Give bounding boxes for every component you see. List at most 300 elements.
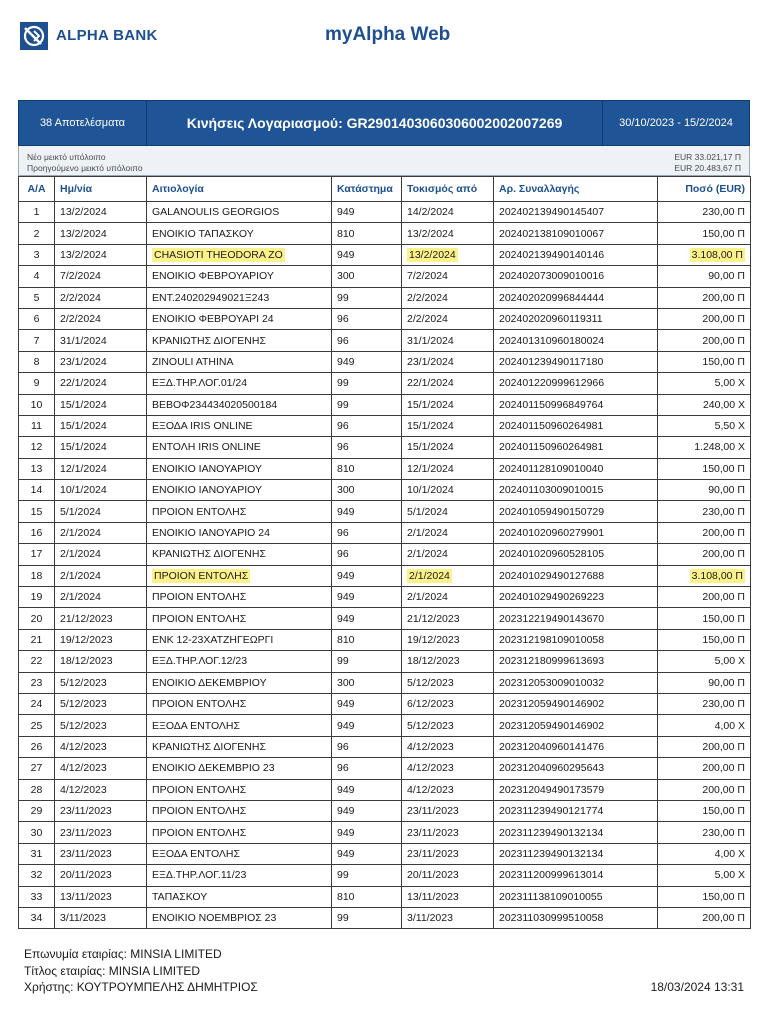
account-movements-report xyxy=(18,100,750,929)
row-amount: 200,00 Π xyxy=(658,287,751,308)
row-date: 23/11/2023 xyxy=(55,800,147,821)
row-branch: 96 xyxy=(332,437,402,458)
company-title: Τίτλος εταιρίας: MINSIA LIMITED xyxy=(24,963,201,978)
row-reason: ΕΝΟΙΚΙΟ ΦΕΒΡΟΥΑΡΙ 24 xyxy=(147,308,332,329)
row-date: 15/1/2024 xyxy=(55,415,147,436)
row-date: 13/11/2023 xyxy=(55,886,147,907)
row-value-date: 4/12/2023 xyxy=(402,758,494,779)
row-value-date: 4/12/2023 xyxy=(402,779,494,800)
column-header-branch: Κατάστημα xyxy=(332,177,402,202)
column-header-reason: Αιτιολογία xyxy=(147,177,332,202)
row-number: 16 xyxy=(19,522,55,543)
row-value-date: 20/11/2023 xyxy=(402,865,494,886)
row-branch: 300 xyxy=(332,672,402,693)
row-transaction-no: 202401150996849764 xyxy=(494,394,658,415)
row-date: 2/2/2024 xyxy=(55,287,147,308)
table-header-row xyxy=(19,177,751,202)
row-number: 6 xyxy=(19,308,55,329)
row-branch: 96 xyxy=(332,544,402,565)
row-transaction-no: 202312198109010058 xyxy=(494,629,658,650)
row-amount: 150,00 Π xyxy=(658,223,751,244)
row-branch: 96 xyxy=(332,522,402,543)
row-amount: 200,00 Π xyxy=(658,736,751,757)
table-row xyxy=(19,736,751,757)
row-date: 2/1/2024 xyxy=(55,522,147,543)
row-branch: 949 xyxy=(332,351,402,372)
row-amount xyxy=(658,244,751,265)
row-branch: 96 xyxy=(332,330,402,351)
table-row xyxy=(19,501,751,522)
row-amount: 5,00 Χ xyxy=(658,865,751,886)
row-date: 2/1/2024 xyxy=(55,565,147,586)
row-number: 32 xyxy=(19,865,55,886)
row-date: 4/12/2023 xyxy=(55,758,147,779)
row-amount: 150,00 Π xyxy=(658,886,751,907)
table-row xyxy=(19,394,751,415)
row-value-date xyxy=(402,244,494,265)
row-value-date: 19/12/2023 xyxy=(402,629,494,650)
row-value-date: 15/1/2024 xyxy=(402,437,494,458)
row-date: 31/1/2024 xyxy=(55,330,147,351)
row-number: 5 xyxy=(19,287,55,308)
row-date: 19/12/2023 xyxy=(55,629,147,650)
row-reason: ΕΝΤΟΛΗ IRIS ONLINE xyxy=(147,437,332,458)
row-value-date: 23/11/2023 xyxy=(402,843,494,864)
row-transaction-no: 202311239490132134 xyxy=(494,843,658,864)
table-row xyxy=(19,672,751,693)
date-range: 30/10/2023 - 15/2/2024 xyxy=(619,117,733,129)
table-row xyxy=(19,758,751,779)
column-header-amount: Ποσό (EUR) xyxy=(658,177,751,202)
row-transaction-no: 202311138109010055 xyxy=(494,886,658,907)
column-header-aa: Α/Α xyxy=(19,177,55,202)
row-amount: 150,00 Π xyxy=(658,629,751,650)
row-amount: 230,00 Π xyxy=(658,822,751,843)
table-body xyxy=(19,202,751,929)
row-date: 23/11/2023 xyxy=(55,843,147,864)
table-row xyxy=(19,287,751,308)
row-value-date: 5/12/2023 xyxy=(402,672,494,693)
row-date: 5/12/2023 xyxy=(55,693,147,714)
row-reason: ΕΞΟΔΑ ΕΝΤΟΛΗΣ xyxy=(147,843,332,864)
row-amount: 200,00 Π xyxy=(658,544,751,565)
table-row xyxy=(19,800,751,821)
prev-balance-label: Προηγούμενο μεικτό υπόλοιπο xyxy=(27,163,143,173)
row-amount: 200,00 Π xyxy=(658,330,751,351)
row-amount: 230,00 Π xyxy=(658,693,751,714)
row-value-date: 31/1/2024 xyxy=(402,330,494,351)
row-value-date: 18/12/2023 xyxy=(402,651,494,672)
row-date: 7/2/2024 xyxy=(55,266,147,287)
highlighted-text: 2/1/2024 xyxy=(409,569,450,582)
row-reason: ΕΝΟΙΚΙΟ ΙΑΝΟΥΑΡΙΟ 24 xyxy=(147,522,332,543)
row-reason: ΒΕΒΟΦ234434020500184 xyxy=(147,394,332,415)
row-transaction-no: 202402020960119311 xyxy=(494,308,658,329)
row-reason: ΚΡΑΝΙΩΤΗΣ ΔΙΟΓΕΝΗΣ xyxy=(147,736,332,757)
row-date: 23/11/2023 xyxy=(55,822,147,843)
row-value-date: 3/11/2023 xyxy=(402,907,494,928)
prev-balance-value: EUR 20.483,67 Π xyxy=(674,163,741,173)
row-value-date: 2/1/2024 xyxy=(402,522,494,543)
row-value-date: 13/2/2024 xyxy=(402,223,494,244)
row-amount: 4,00 Χ xyxy=(658,843,751,864)
row-number: 19 xyxy=(19,587,55,608)
row-value-date: 23/11/2023 xyxy=(402,800,494,821)
row-transaction-no: 202312180999613693 xyxy=(494,651,658,672)
row-reason: ΚΡΑΝΙΩΤΗΣ ΔΙΟΓΕΝΗΣ xyxy=(147,544,332,565)
row-reason: ΠΡΟΙΟΝ ΕΝΤΟΛΗΣ xyxy=(147,501,332,522)
row-value-date: 23/11/2023 xyxy=(402,822,494,843)
row-number: 1 xyxy=(19,202,55,223)
row-reason: ΠΡΟΙΟΝ ΕΝΤΟΛΗΣ xyxy=(147,608,332,629)
row-amount: 200,00 Π xyxy=(658,308,751,329)
row-transaction-no: 202401020960279901 xyxy=(494,522,658,543)
row-amount: 150,00 Π xyxy=(658,351,751,372)
column-header-transaction-no: Αρ. Συναλλαγής xyxy=(494,177,658,202)
row-reason: ΚΡΑΝΙΩΤΗΣ ΔΙΟΓΕΝΗΣ xyxy=(147,330,332,351)
results-count: 38 Αποτελέσματα xyxy=(19,101,147,145)
row-date: 20/11/2023 xyxy=(55,865,147,886)
row-branch: 96 xyxy=(332,415,402,436)
row-number: 33 xyxy=(19,886,55,907)
row-number: 20 xyxy=(19,608,55,629)
row-value-date: 2/1/2024 xyxy=(402,587,494,608)
column-header-date: Ημ/νία xyxy=(55,177,147,202)
row-branch: 949 xyxy=(332,693,402,714)
row-branch: 949 xyxy=(332,587,402,608)
row-transaction-no: 202401059490150729 xyxy=(494,501,658,522)
row-transaction-no: 202402073009010016 xyxy=(494,266,658,287)
row-reason: ΕΝΚ 12-23ΧΑΤΖΗΓΕΩΡΓΙ xyxy=(147,629,332,650)
row-number: 11 xyxy=(19,415,55,436)
row-branch: 949 xyxy=(332,244,402,265)
row-date: 22/1/2024 xyxy=(55,373,147,394)
row-amount: 230,00 Π xyxy=(658,202,751,223)
row-value-date: 21/12/2023 xyxy=(402,608,494,629)
row-transaction-no: 202311030999510058 xyxy=(494,907,658,928)
user-name: Χρήστης: ΚΟΥΤΡΟΥΜΠΕΛΗΣ ΔΗΜΗΤΡΙΟΣ xyxy=(24,980,258,994)
row-transaction-no: 202401029490269223 xyxy=(494,587,658,608)
row-reason: ΕΝΟΙΚΙΟ ΤΑΠΑΣΚΟΥ xyxy=(147,223,332,244)
row-value-date: 5/1/2024 xyxy=(402,501,494,522)
row-number: 22 xyxy=(19,651,55,672)
row-reason: ΕΞΔ.ΤΗΡ.ΛΟΓ.11/23 xyxy=(147,865,332,886)
row-reason: ΠΡΟΙΟΝ ΕΝΤΟΛΗΣ xyxy=(147,822,332,843)
row-number: 14 xyxy=(19,480,55,501)
page-header xyxy=(0,0,768,80)
row-branch: 949 xyxy=(332,822,402,843)
row-number: 7 xyxy=(19,330,55,351)
bank-name: ALPHA BANK xyxy=(56,27,158,44)
row-value-date: 5/12/2023 xyxy=(402,715,494,736)
row-reason: ΕΞΟΔΑ IRIS ONLINE xyxy=(147,415,332,436)
row-amount: 1.248,00 Χ xyxy=(658,437,751,458)
row-number: 2 xyxy=(19,223,55,244)
row-value-date: 6/12/2023 xyxy=(402,693,494,714)
row-date: 23/1/2024 xyxy=(55,351,147,372)
row-number: 27 xyxy=(19,758,55,779)
row-number: 12 xyxy=(19,437,55,458)
row-reason: ΕΞΔ.ΤΗΡ.ΛΟΓ.12/23 xyxy=(147,651,332,672)
row-transaction-no: 202312040960141476 xyxy=(494,736,658,757)
table-row xyxy=(19,330,751,351)
row-value-date: 12/1/2024 xyxy=(402,458,494,479)
row-branch: 300 xyxy=(332,266,402,287)
row-value-date xyxy=(402,565,494,586)
row-value-date: 7/2/2024 xyxy=(402,266,494,287)
row-date: 4/12/2023 xyxy=(55,779,147,800)
row-date: 3/11/2023 xyxy=(55,907,147,928)
table-row xyxy=(19,715,751,736)
row-amount: 240,00 Χ xyxy=(658,394,751,415)
row-transaction-no: 202401128109010040 xyxy=(494,458,658,479)
row-number: 13 xyxy=(19,458,55,479)
row-value-date: 2/2/2024 xyxy=(402,308,494,329)
row-reason: ΠΡΟΙΟΝ ΕΝΤΟΛΗΣ xyxy=(147,587,332,608)
highlighted-text: CHASIOTI THEODORA ZO xyxy=(154,248,283,261)
transactions-table xyxy=(18,176,751,929)
table-row xyxy=(19,587,751,608)
row-number: 3 xyxy=(19,244,55,265)
row-transaction-no: 202401029490127688 xyxy=(494,565,658,586)
highlighted-text: 3.108,00 Π xyxy=(691,248,743,261)
row-branch: 99 xyxy=(332,651,402,672)
row-amount: 150,00 Π xyxy=(658,800,751,821)
row-number: 15 xyxy=(19,501,55,522)
new-balance-label: Νέο μεικτό υπόλοιπο xyxy=(27,152,106,162)
row-value-date: 2/1/2024 xyxy=(402,544,494,565)
row-reason: ΕΝΟΙΚΙΟ ΔΕΚΕΜΒΡΙΟΥ xyxy=(147,672,332,693)
row-amount: 200,00 Π xyxy=(658,522,751,543)
row-branch: 99 xyxy=(332,907,402,928)
table-row xyxy=(19,202,751,223)
highlighted-text: 3.108,00 Π xyxy=(691,569,743,582)
table-row xyxy=(19,480,751,501)
row-amount: 5,00 Χ xyxy=(658,373,751,394)
row-branch: 949 xyxy=(332,565,402,586)
table-row xyxy=(19,907,751,928)
row-date: 12/1/2024 xyxy=(55,458,147,479)
row-reason: ΕΞΟΔΑ ΕΝΤΟΛΗΣ xyxy=(147,715,332,736)
row-transaction-no: 202401150960264981 xyxy=(494,415,658,436)
row-date: 5/12/2023 xyxy=(55,715,147,736)
row-date: 4/12/2023 xyxy=(55,736,147,757)
row-amount: 200,00 Π xyxy=(658,587,751,608)
row-branch: 949 xyxy=(332,501,402,522)
row-transaction-no: 202402020996844444 xyxy=(494,287,658,308)
table-row xyxy=(19,437,751,458)
balance-summary xyxy=(18,146,750,176)
row-transaction-no: 202312049490173579 xyxy=(494,779,658,800)
row-transaction-no: 202401150960264981 xyxy=(494,437,658,458)
row-reason: ZINOULI ATHINA xyxy=(147,351,332,372)
row-branch: 810 xyxy=(332,223,402,244)
row-transaction-no: 202402139490140146 xyxy=(494,244,658,265)
table-row xyxy=(19,458,751,479)
row-branch: 300 xyxy=(332,480,402,501)
table-row xyxy=(19,843,751,864)
row-reason: ΕΞΔ.ΤΗΡ.ΛΟΓ.01/24 xyxy=(147,373,332,394)
row-reason: ΕΝΟΙΚΙΟ ΔΕΚΕΜΒΡΙΟ 23 xyxy=(147,758,332,779)
table-row xyxy=(19,779,751,800)
row-amount: 200,00 Π xyxy=(658,907,751,928)
row-number: 24 xyxy=(19,693,55,714)
row-reason: ΕΝΟΙΚΙΟ ΙΑΝΟΥΑΡΙΟΥ xyxy=(147,480,332,501)
row-number: 30 xyxy=(19,822,55,843)
row-number: 17 xyxy=(19,544,55,565)
row-amount: 90,00 Π xyxy=(658,480,751,501)
row-date: 13/2/2024 xyxy=(55,244,147,265)
row-reason: ΕΝΤ.240202949021Ξ243 xyxy=(147,287,332,308)
table-row xyxy=(19,886,751,907)
row-number: 34 xyxy=(19,907,55,928)
row-branch: 96 xyxy=(332,758,402,779)
report-title: Κινήσεις Λογαριασμού: GR2901403060306002002007269 xyxy=(147,101,603,145)
row-reason xyxy=(147,565,332,586)
row-reason xyxy=(147,244,332,265)
row-transaction-no: 202401103009010015 xyxy=(494,480,658,501)
row-date: 2/2/2024 xyxy=(55,308,147,329)
table-row xyxy=(19,865,751,886)
row-branch: 96 xyxy=(332,736,402,757)
report-title-bar xyxy=(18,100,750,146)
row-value-date: 13/11/2023 xyxy=(402,886,494,907)
row-branch: 99 xyxy=(332,287,402,308)
row-reason: ΕΝΟΙΚΙΟ ΦΕΒΡΟΥΑΡΙΟΥ xyxy=(147,266,332,287)
row-date: 18/12/2023 xyxy=(55,651,147,672)
row-date: 5/1/2024 xyxy=(55,501,147,522)
table-row xyxy=(19,351,751,372)
row-branch: 810 xyxy=(332,458,402,479)
row-transaction-no: 202311239490121774 xyxy=(494,800,658,821)
table-row xyxy=(19,693,751,714)
row-date: 2/1/2024 xyxy=(55,544,147,565)
table-row xyxy=(19,415,751,436)
row-amount: 150,00 Π xyxy=(658,458,751,479)
row-transaction-no: 202312053009010032 xyxy=(494,672,658,693)
row-date: 21/12/2023 xyxy=(55,608,147,629)
company-name: Επωνυμία εταιρίας: MINSIA LIMITED xyxy=(24,947,222,961)
row-reason: ΕΝΟΙΚΙΟ ΝΟΕΜΒΡΙΟΣ 23 xyxy=(147,907,332,928)
row-reason: ΠΡΟΙΟΝ ΕΝΤΟΛΗΣ xyxy=(147,693,332,714)
row-value-date: 15/1/2024 xyxy=(402,394,494,415)
highlighted-text: ΠΡΟΙΟΝ ΕΝΤΟΛΗΣ xyxy=(154,569,249,582)
row-amount: 5,50 Χ xyxy=(658,415,751,436)
table-row xyxy=(19,244,751,265)
row-date: 13/2/2024 xyxy=(55,223,147,244)
row-amount xyxy=(658,565,751,586)
row-transaction-no: 202311239490132134 xyxy=(494,822,658,843)
row-value-date: 15/1/2024 xyxy=(402,415,494,436)
row-date: 2/1/2024 xyxy=(55,587,147,608)
row-transaction-no: 202312059490146902 xyxy=(494,715,658,736)
row-transaction-no: 202311200999613014 xyxy=(494,865,658,886)
new-balance-value: EUR 33.021,17 Π xyxy=(674,152,741,162)
row-branch: 949 xyxy=(332,843,402,864)
row-transaction-no: 202312219490143670 xyxy=(494,608,658,629)
row-number: 4 xyxy=(19,266,55,287)
row-transaction-no: 202401239490117180 xyxy=(494,351,658,372)
row-reason: ΠΡΟΙΟΝ ΕΝΤΟΛΗΣ xyxy=(147,779,332,800)
row-date: 15/1/2024 xyxy=(55,394,147,415)
row-branch: 99 xyxy=(332,394,402,415)
row-branch: 949 xyxy=(332,779,402,800)
table-row xyxy=(19,223,751,244)
row-date: 5/12/2023 xyxy=(55,672,147,693)
row-branch: 949 xyxy=(332,800,402,821)
row-value-date: 23/1/2024 xyxy=(402,351,494,372)
row-date: 13/2/2024 xyxy=(55,202,147,223)
row-value-date: 10/1/2024 xyxy=(402,480,494,501)
row-value-date: 4/12/2023 xyxy=(402,736,494,757)
table-row xyxy=(19,373,751,394)
table-row xyxy=(19,308,751,329)
row-transaction-no: 202401310960180024 xyxy=(494,330,658,351)
row-value-date: 2/2/2024 xyxy=(402,287,494,308)
table-row xyxy=(19,629,751,650)
row-number: 26 xyxy=(19,736,55,757)
row-reason: ΠΡΟΙΟΝ ΕΝΤΟΛΗΣ xyxy=(147,800,332,821)
row-transaction-no: 202401220999612966 xyxy=(494,373,658,394)
row-transaction-no: 202402139490145407 xyxy=(494,202,658,223)
alpha-bank-logo-icon xyxy=(20,22,48,50)
table-row xyxy=(19,608,751,629)
row-value-date: 14/2/2024 xyxy=(402,202,494,223)
row-branch: 96 xyxy=(332,308,402,329)
row-amount: 230,00 Π xyxy=(658,501,751,522)
table-row xyxy=(19,565,751,586)
row-branch: 810 xyxy=(332,629,402,650)
row-reason: ΤΑΠΑΣΚΟΥ xyxy=(147,886,332,907)
row-amount: 4,00 Χ xyxy=(658,715,751,736)
app-title: myAlpha Web xyxy=(325,24,451,45)
row-number: 29 xyxy=(19,800,55,821)
row-number: 8 xyxy=(19,351,55,372)
row-transaction-no: 202312040960295643 xyxy=(494,758,658,779)
row-date: 10/1/2024 xyxy=(55,480,147,501)
row-reason: GALANOULIS GEORGIOS xyxy=(147,202,332,223)
row-amount: 90,00 Π xyxy=(658,266,751,287)
row-value-date: 22/1/2024 xyxy=(402,373,494,394)
row-branch: 99 xyxy=(332,865,402,886)
row-reason: ΕΝΟΙΚΙΟ ΙΑΝΟΥΑΡΙΟΥ xyxy=(147,458,332,479)
table-row xyxy=(19,651,751,672)
row-transaction-no: 202402138109010067 xyxy=(494,223,658,244)
row-amount: 200,00 Π xyxy=(658,758,751,779)
row-transaction-no: 202312059490146902 xyxy=(494,693,658,714)
table-row xyxy=(19,822,751,843)
table-row xyxy=(19,266,751,287)
row-branch: 949 xyxy=(332,608,402,629)
printed-timestamp: 18/03/2024 13:31 xyxy=(650,980,744,994)
table-row xyxy=(19,544,751,565)
row-amount: 90,00 Π xyxy=(658,672,751,693)
row-number: 21 xyxy=(19,629,55,650)
row-amount: 150,00 Π xyxy=(658,608,751,629)
row-number: 10 xyxy=(19,394,55,415)
row-number: 9 xyxy=(19,373,55,394)
row-transaction-no: 202401020960528105 xyxy=(494,544,658,565)
row-date: 15/1/2024 xyxy=(55,437,147,458)
row-number: 28 xyxy=(19,779,55,800)
row-amount: 200,00 Π xyxy=(658,779,751,800)
row-branch: 99 xyxy=(332,373,402,394)
column-header-value-date: Τοκισμός από xyxy=(402,177,494,202)
row-branch: 949 xyxy=(332,715,402,736)
row-number: 23 xyxy=(19,672,55,693)
row-number: 31 xyxy=(19,843,55,864)
highlighted-text: 13/2/2024 xyxy=(409,248,456,261)
